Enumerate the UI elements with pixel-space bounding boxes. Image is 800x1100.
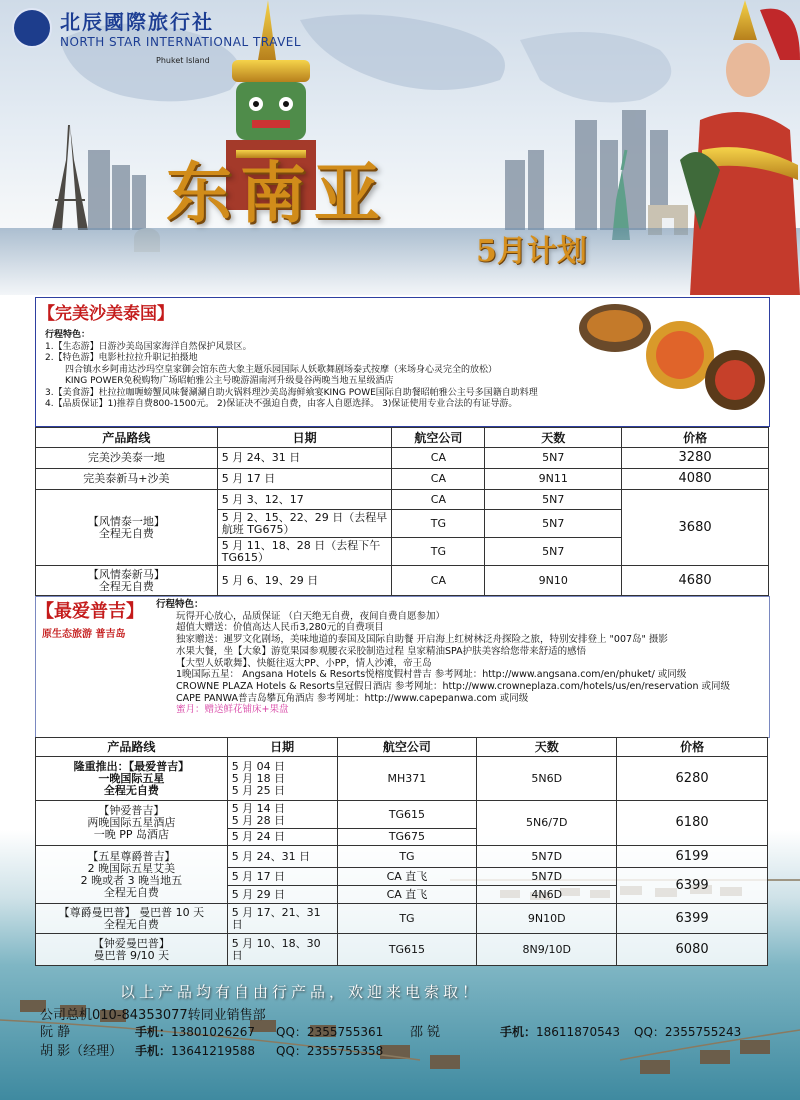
col-header-price: 价格 — [622, 428, 769, 448]
date-cell — [227, 801, 337, 829]
route-note: 全程无自费 — [98, 526, 154, 540]
brand-name-cn: 北辰國際旅行社 — [60, 10, 214, 34]
feature-line: 水果大餐，坐【大象】游览果园参观腰衣采胶制造过程 皇家精油SPA护肤美容给您带来舒适的感悟 — [176, 645, 587, 657]
date-cell: 5 月 6、19、29 日 — [217, 566, 392, 596]
mobile-number: 13801026267 — [171, 1025, 255, 1039]
price-cell: 4080 — [622, 469, 769, 490]
contact-line — [40, 1021, 383, 1040]
date-line: 5 月 14 日 — [231, 801, 286, 815]
contact-name: 胡 影（经理） — [40, 1044, 123, 1059]
date-cell: 5 月 17 日 — [217, 469, 392, 490]
route-cell — [36, 566, 218, 596]
route-note: 两晚国际五星酒店 — [87, 816, 176, 829]
route-note: 2 晚国际五星艾美 — [87, 861, 176, 875]
airline-cell: TG675 — [337, 829, 477, 846]
airline-cell: CA — [392, 448, 485, 469]
route-cell: 完美泰新马+沙美 — [36, 469, 218, 490]
price-cell: 6280 — [617, 757, 768, 801]
features-label: 行程特色： — [45, 330, 91, 340]
route-note: 2 晚或者 3 晚当地五 — [80, 873, 183, 887]
col-header-price: 价格 — [617, 738, 768, 757]
date-line: 5 月 04 日 — [231, 759, 286, 773]
map-label: Phuket Island — [156, 56, 210, 65]
table-row — [36, 934, 768, 966]
brand-logo — [12, 6, 301, 49]
qq-label: QQ： — [276, 1044, 307, 1058]
feature-line: CROWNE PLAZA Hotels & Resorts皇冠假日酒店 参考网址：http://www.crowneplaza.com/hotels/us/en/reservation 或同级 — [176, 680, 731, 692]
feature-line: 1.【生态游】日游沙美岛国家海洋自然保护风景区。 — [45, 341, 252, 352]
qq-label: QQ： — [276, 1025, 307, 1039]
col-header-route: 产品路线 — [36, 428, 218, 448]
contact-name: 邵 锐 — [410, 1025, 441, 1040]
hero-banner — [0, 0, 800, 295]
qq-label: QQ： — [634, 1025, 665, 1039]
route-title: 【尊爵曼巴普】 曼巴普 10 天 — [58, 905, 205, 919]
feature-line: 2.【特色游】电影杜拉拉升职记拍摄地 — [45, 353, 198, 363]
feature-line: 1晚国际五星： Angsana Hotels & Resorts悦榕度假村普吉 参考网址：http://www.angsana.com/en/phuket/ 或同级 — [176, 669, 687, 681]
date-line: 5 月 28 日 — [231, 813, 286, 827]
route-cell — [36, 904, 228, 934]
date-cell: 5 月 2、15、22、29 日（去程早航班 TG675） — [217, 510, 392, 538]
col-header-route: 产品路线 — [36, 738, 228, 757]
qq-number: 2355755243 — [664, 1025, 742, 1039]
airline-cell: TG — [392, 538, 485, 566]
phuket-tagline: 原生态旅游 普吉岛 — [42, 629, 126, 640]
date-line: 5 月 25 日 — [231, 783, 286, 797]
days-cell: 5N6D — [477, 757, 617, 801]
price-cell: 3280 — [622, 448, 769, 469]
route-note: 一晚 PP 岛酒店 — [93, 828, 169, 841]
route-cell — [36, 934, 228, 966]
airline-cell: TG — [337, 846, 477, 868]
airline-cell: CA — [392, 469, 485, 490]
price-cell: 6399 — [617, 904, 768, 934]
route-title: 【钟爱曼巴普】 — [92, 936, 170, 950]
date-cell — [227, 757, 337, 801]
table-row — [36, 490, 769, 510]
mobile-number: 13641219588 — [171, 1044, 255, 1058]
date-cell: 5 月 24、31 日 — [217, 448, 392, 469]
days-cell: 5N7 — [485, 538, 622, 566]
date-cell: 5 月 24 日 — [227, 829, 337, 846]
feature-line: 4.【品质保证】1)推荐自费800-1500元。 2)保证决不强迫自费，由客人自愿选择。 3)保证使用专业合法的有证导游。 — [45, 399, 518, 409]
company-phone: 公司总机010-84353077转同业销售部 — [40, 1008, 266, 1023]
contact-name: 阮 静 — [40, 1025, 71, 1040]
section-heading-thailand: 【完美沙美泰国】 — [38, 304, 174, 324]
north-star-seal-icon — [12, 8, 52, 48]
price-cell: 3680 — [622, 490, 769, 566]
feature-line: 四合镇水乡阿甫达沙玛空皇家御会馆东芭大象主题乐园国际人妖歌舞剧场泰式按摩（来场身心灵完全的放松） — [65, 364, 498, 375]
mobile-label: 手机： — [500, 1025, 537, 1039]
feature-line: 蜜月：赠送鲜花铺床+果盘 — [176, 704, 289, 716]
date-cell: 5 月 17 日 — [227, 868, 337, 886]
table-row — [36, 801, 768, 829]
qq-number: 2355755358 — [306, 1044, 384, 1058]
airline-cell: CA 直飞 — [337, 868, 477, 886]
mobile-label: 手机： — [135, 1044, 172, 1058]
table-row — [36, 846, 768, 868]
feature-line: KING POWER免税购物广场昭帕雅公主号晚游湄南河升级曼谷两晚当地五星级酒店 — [65, 376, 394, 386]
date-line: 5 月 18 日 — [231, 771, 286, 785]
price-cell: 6199 — [617, 846, 768, 868]
airline-cell: TG — [392, 510, 485, 538]
col-header-airline: 航空公司 — [392, 428, 485, 448]
feature-line: CAPE PANWA普吉岛攀瓦角酒店 参考网址：http://www.capepanwa.com 或同级 — [176, 692, 529, 704]
route-note: 全程无自费 — [103, 783, 159, 797]
airline-cell: CA 直飞 — [337, 886, 477, 904]
free-travel-notice: 以上产品均有自由行产品，欢迎来电索取！ — [120, 983, 482, 1001]
days-cell: 4N6D — [477, 886, 617, 904]
airline-cell: CA — [392, 490, 485, 510]
days-cell: 5N7D — [477, 846, 617, 868]
route-cell — [36, 757, 228, 801]
table-row — [36, 757, 768, 801]
price-cell: 6399 — [617, 868, 768, 904]
table-row — [36, 566, 769, 596]
table-row — [36, 904, 768, 934]
phuket-price-table — [35, 737, 768, 966]
days-cell: 5N7 — [485, 490, 622, 510]
route-cell — [36, 801, 228, 846]
date-cell: 5 月 29 日 — [227, 886, 337, 904]
date-cell: 5 月 17、21、31 日 — [227, 904, 337, 934]
food-photos — [575, 300, 765, 420]
price-cell: 6180 — [617, 801, 768, 846]
days-cell: 5N6/7D — [477, 801, 617, 846]
col-header-days: 天数 — [485, 428, 622, 448]
thailand-features — [45, 330, 538, 411]
days-cell: 8N9/10D — [477, 934, 617, 966]
days-cell: 9N10D — [477, 904, 617, 934]
mobile-number: 18611870543 — [536, 1025, 620, 1039]
date-cell: 5 月 3、12、17 — [217, 490, 392, 510]
brand-name-en: NORTH STAR INTERNATIONAL TRAVEL — [60, 35, 302, 49]
days-cell: 9N10 — [485, 566, 622, 596]
thailand-price-table — [35, 427, 769, 596]
route-note: 一晚国际五星 — [98, 771, 165, 785]
feature-line: 【大型人妖歌舞】、快艇往返大PP、小PP，情人沙滩，帝王岛 — [176, 657, 432, 669]
contact-line — [410, 1021, 741, 1040]
date-cell: 5 月 11、18、28 日（去程下午TG615） — [217, 538, 392, 566]
airline-cell: TG — [337, 904, 477, 934]
hero-subtitle: 5月计划 — [476, 234, 587, 269]
mobile-label: 手机： — [135, 1025, 172, 1039]
route-title: 隆重推出：【最爱普吉】 — [73, 759, 190, 773]
route-title: 【钟爱普吉】 — [98, 804, 165, 817]
days-cell: 5N7 — [485, 510, 622, 538]
days-cell: 9N11 — [485, 469, 622, 490]
price-cell: 6080 — [617, 934, 768, 966]
col-header-date: 日期 — [217, 428, 392, 448]
table-row — [36, 448, 769, 469]
col-header-airline: 航空公司 — [337, 738, 477, 757]
route-note: 曼巴普 9/10 天 — [93, 948, 170, 962]
route-note: 全程无自费 — [98, 579, 154, 593]
feature-line: 玩得开心放心，品质保证 （白天绝无自费，夜间自费自愿参加） — [176, 610, 446, 622]
date-cell: 5 月 24、31 日 — [227, 846, 337, 868]
date-cell: 5 月 10、18、30 日 — [227, 934, 337, 966]
col-header-date: 日期 — [227, 738, 337, 757]
price-cell: 4680 — [622, 566, 769, 596]
route-note: 全程无自费 — [103, 885, 159, 899]
phuket-features — [156, 599, 730, 716]
route-title: 【风情泰新马】 — [87, 567, 165, 581]
qq-number: 2355755361 — [306, 1025, 384, 1039]
airline-cell: TG615 — [337, 934, 477, 966]
route-note: 全程无自费 — [103, 917, 159, 931]
feature-line: 超值大赠送：价值高达人民币3,280元的自费项目 — [176, 622, 384, 634]
table-row — [36, 469, 769, 490]
days-cell: 5N7 — [485, 448, 622, 469]
route-cell: 完美沙美泰一地 — [36, 448, 218, 469]
contact-line — [40, 1040, 383, 1059]
days-cell: 5N7D — [477, 868, 617, 886]
route-cell — [36, 846, 228, 904]
route-cell — [36, 490, 218, 566]
route-title: 【五星尊爵普吉】 — [87, 849, 176, 863]
route-title: 【风情泰一地】 — [87, 514, 165, 528]
airline-cell: CA — [392, 566, 485, 596]
col-header-days: 天数 — [477, 738, 617, 757]
feature-line: 3.【美食游】杜拉拉咖喱螃蟹风味餐涮涮自助火锅料理沙美岛海鲜飨宴KING POWE国际自助餐昭帕雅公主号多国籍自助料理 — [45, 387, 538, 398]
feature-line: 独家赠送：暹罗文化剧场，美味地道的泰国及国际自助餐 开启海上红树林泛舟探险之旅，特别安排登上 "007岛" 摄影 — [176, 634, 668, 646]
airline-cell: MH371 — [337, 757, 477, 801]
hero-title: 东南亚 — [166, 154, 388, 232]
airline-cell: TG615 — [337, 801, 477, 829]
features-label: 行程特色： — [156, 599, 204, 610]
section-heading-phuket: 【最爱普吉】 — [36, 601, 144, 622]
